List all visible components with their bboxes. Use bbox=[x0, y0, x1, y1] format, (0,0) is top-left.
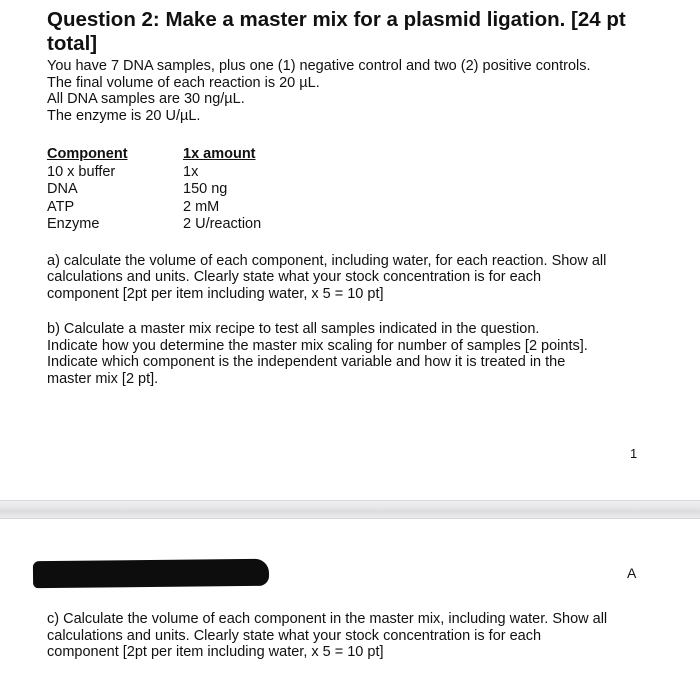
cell-component: ATP bbox=[47, 198, 75, 215]
part-c-line: component [2pt per item including water, x 5 = 10 pt] bbox=[47, 644, 384, 660]
table-header-row bbox=[47, 146, 667, 164]
cell-component: Enzyme bbox=[47, 216, 100, 232]
part-a bbox=[47, 253, 667, 303]
part-b-line: Indicate which component is the independent variable and how it is treated in the bbox=[47, 354, 566, 370]
question-2-content bbox=[47, 8, 667, 387]
page-2 bbox=[0, 519, 700, 677]
intro-line: All DNA samples are 30 ng/µL. bbox=[47, 91, 245, 107]
page-number: 1 bbox=[630, 446, 638, 461]
table-row bbox=[47, 199, 667, 217]
intro-line: The final volume of each reaction is 20 µL. bbox=[47, 74, 320, 91]
question-title bbox=[47, 8, 667, 56]
table-row bbox=[47, 181, 667, 199]
component-table bbox=[47, 146, 667, 234]
page-marker: A bbox=[627, 565, 637, 581]
part-a-line: component [2pt per item including water, x 5 = 10 pt] bbox=[47, 285, 384, 302]
part-a-line: a) calculate the volume of each component, including water, for each reaction. Show all bbox=[47, 252, 607, 269]
part-c bbox=[47, 611, 607, 661]
cell-amount: 1x bbox=[183, 163, 199, 180]
part-c-line: calculations and units. Clearly state what your stock concentration is for each bbox=[47, 627, 542, 644]
redaction-bar bbox=[33, 559, 269, 588]
part-a-line: calculations and units. Clearly state what your stock concentration is for each bbox=[47, 269, 542, 285]
header-1x-amount: 1x amount bbox=[183, 146, 256, 162]
part-b-line: b) Calculate a master mix recipe to test all samples indicated in the question. bbox=[47, 321, 540, 337]
title-line-2: total] bbox=[47, 32, 98, 55]
page-separator bbox=[0, 500, 700, 519]
part-b-line: master mix [2 pt]. bbox=[47, 370, 159, 387]
cell-amount: 2 mM bbox=[183, 198, 220, 215]
table-row bbox=[47, 164, 667, 182]
part-b bbox=[47, 321, 667, 387]
title-line-1: Question 2: Make a master mix for a plasmid ligation. [24 pt bbox=[47, 8, 626, 31]
intro-line: You have 7 DNA samples, plus one (1) negative control and two (2) positive controls. bbox=[47, 58, 591, 74]
cell-component: 10 x buffer bbox=[47, 163, 116, 180]
cell-component: DNA bbox=[47, 181, 78, 197]
question-intro bbox=[47, 58, 667, 124]
intro-line: The enzyme is 20 U/µL. bbox=[47, 107, 201, 124]
part-b-line: Indicate how you determine the master mix scaling for number of samples [2 points]. bbox=[47, 337, 588, 354]
cell-amount: 150 ng bbox=[183, 181, 228, 197]
table-row bbox=[47, 216, 667, 234]
header-component: Component bbox=[47, 146, 128, 162]
part-c-line: c) Calculate the volume of each component in the master mix, including water. Show all bbox=[47, 611, 608, 627]
cell-amount: 2 U/reaction bbox=[183, 216, 262, 232]
